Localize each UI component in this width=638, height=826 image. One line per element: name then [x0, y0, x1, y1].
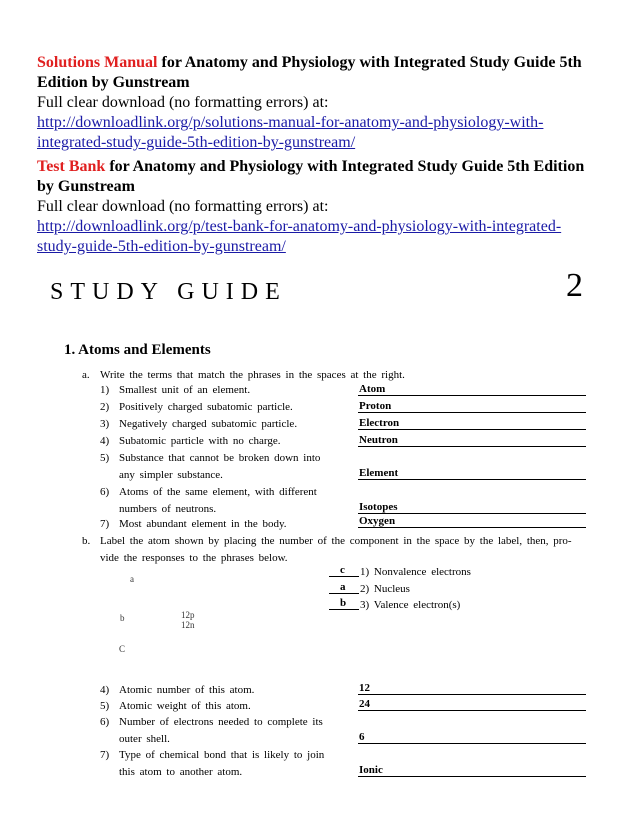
answer-text: 12: [359, 682, 370, 694]
header-title-testbank: [37, 157, 597, 197]
answer-text: Element: [359, 467, 399, 479]
item-number: 6): [100, 716, 110, 728]
answer-text: Atom: [359, 383, 386, 395]
item-number: 4): [100, 435, 110, 447]
header-title-solutions: [37, 53, 597, 93]
item-text: Smallest unit of an element.: [119, 384, 251, 396]
answer-line: [358, 743, 586, 744]
item-number: 4): [100, 684, 110, 696]
solutions-title-text: for Anatomy and Physiology with Integrated Study Guide 5th Edition by Gunstream: [37, 54, 582, 91]
label-answer-line: [329, 576, 359, 577]
study-guide-title: STUDY GUIDE: [50, 279, 287, 305]
part-b-instruction-line1: Label the atom shown by placing the number of the component in the space by the label, then, pro-: [100, 535, 572, 547]
label-answer: c: [340, 564, 345, 576]
answer-line: [358, 694, 586, 695]
item-text: Most abundant element in the body.: [119, 518, 287, 530]
solutions-link-line1[interactable]: http://downloadlink.org/p/solutions-manual-for-anatomy-and-physiology-with-: [37, 114, 544, 131]
item-text: any simpler substance.: [119, 469, 223, 481]
header-block-solutions: [37, 53, 597, 153]
answer-line: [358, 710, 586, 711]
item-text: Positively charged subatomic particle.: [119, 401, 293, 413]
download-note: Full clear download (no formatting errors) at:: [37, 94, 329, 111]
answer-text: Proton: [359, 400, 392, 412]
diagram-neutrons: 12n: [181, 620, 195, 630]
diagram-protons: 12p: [181, 610, 195, 620]
item-text: Atomic number of this atom.: [119, 684, 255, 696]
label-text: 3) Valence electron(s): [360, 599, 461, 611]
item-number: 1): [100, 384, 110, 396]
item-text: Atomic weight of this atom.: [119, 700, 251, 712]
item-text: Atoms of the same element, with different: [119, 486, 317, 498]
item-text: Type of chemical bond that is likely to join: [119, 749, 325, 761]
answer-line: [358, 513, 586, 514]
label-text: 2) Nucleus: [360, 583, 410, 595]
diagram-label-b: b: [120, 613, 125, 623]
diagram-label-c: C: [119, 644, 126, 654]
item-text: this atom to another atom.: [119, 766, 243, 778]
solutions-manual-label: Solutions Manual: [37, 54, 158, 71]
answer-text: Neutron: [359, 434, 398, 446]
item-number: 5): [100, 452, 110, 464]
answer-line: [358, 412, 586, 413]
part-a-letter: a.: [82, 369, 90, 381]
answer-line: [358, 776, 586, 777]
test-bank-label: Test Bank: [37, 158, 106, 175]
item-text: outer shell.: [119, 733, 170, 745]
header-block-testbank: [37, 157, 597, 257]
answer-line: [358, 446, 586, 447]
part-a-instruction: Write the terms that match the phrases in the spaces at the right.: [100, 369, 405, 381]
part-b-letter: b.: [82, 535, 91, 547]
item-number: 7): [100, 749, 110, 761]
answer-line: [358, 527, 586, 528]
answer-text: Oxygen: [359, 515, 396, 527]
answer-text: Electron: [359, 417, 400, 429]
label-text: 1) Nonvalence electrons: [360, 566, 471, 578]
answer-text: Ionic: [359, 764, 383, 776]
download-note: Full clear download (no formatting errors) at:: [37, 198, 329, 215]
answer-text: 6: [359, 731, 365, 743]
item-number: 7): [100, 518, 110, 530]
label-answer: a: [340, 581, 346, 593]
item-text: Subatomic particle with no charge.: [119, 435, 281, 447]
label-answer: b: [340, 597, 347, 609]
testbank-title-text: for Anatomy and Physiology with Integrated Study Guide 5th Edition by Gunstream: [37, 158, 585, 195]
answer-text: Isotopes: [359, 501, 398, 513]
item-number: 3): [100, 418, 110, 430]
diagram-label-a: a: [130, 574, 134, 584]
answer-line: [358, 395, 586, 396]
answer-text: 24: [359, 698, 370, 710]
answer-line: [358, 479, 586, 480]
solutions-link-line2[interactable]: integrated-study-guide-5th-edition-by-gunstream/: [37, 134, 356, 151]
item-text: Negatively charged subatomic particle.: [119, 418, 298, 430]
item-number: 6): [100, 486, 110, 498]
label-answer-line: [329, 609, 359, 610]
testbank-link-line2[interactable]: study-guide-5th-edition-by-gunstream/: [37, 238, 286, 255]
item-text: Substance that cannot be broken down into: [119, 452, 321, 464]
item-number: 5): [100, 700, 110, 712]
part-b-instruction-line2: vide the responses to the phrases below.: [100, 552, 288, 564]
section-heading: 1. Atoms and Elements: [64, 342, 211, 358]
chapter-number: 2: [566, 267, 583, 304]
answer-line: [358, 429, 586, 430]
testbank-link-line1[interactable]: http://downloadlink.org/p/test-bank-for-anatomy-and-physiology-with-integrated-: [37, 218, 562, 235]
item-text: Number of electrons needed to complete its: [119, 716, 323, 728]
item-number: 2): [100, 401, 110, 413]
item-text: numbers of neutrons.: [119, 503, 217, 515]
label-answer-line: [329, 593, 359, 594]
